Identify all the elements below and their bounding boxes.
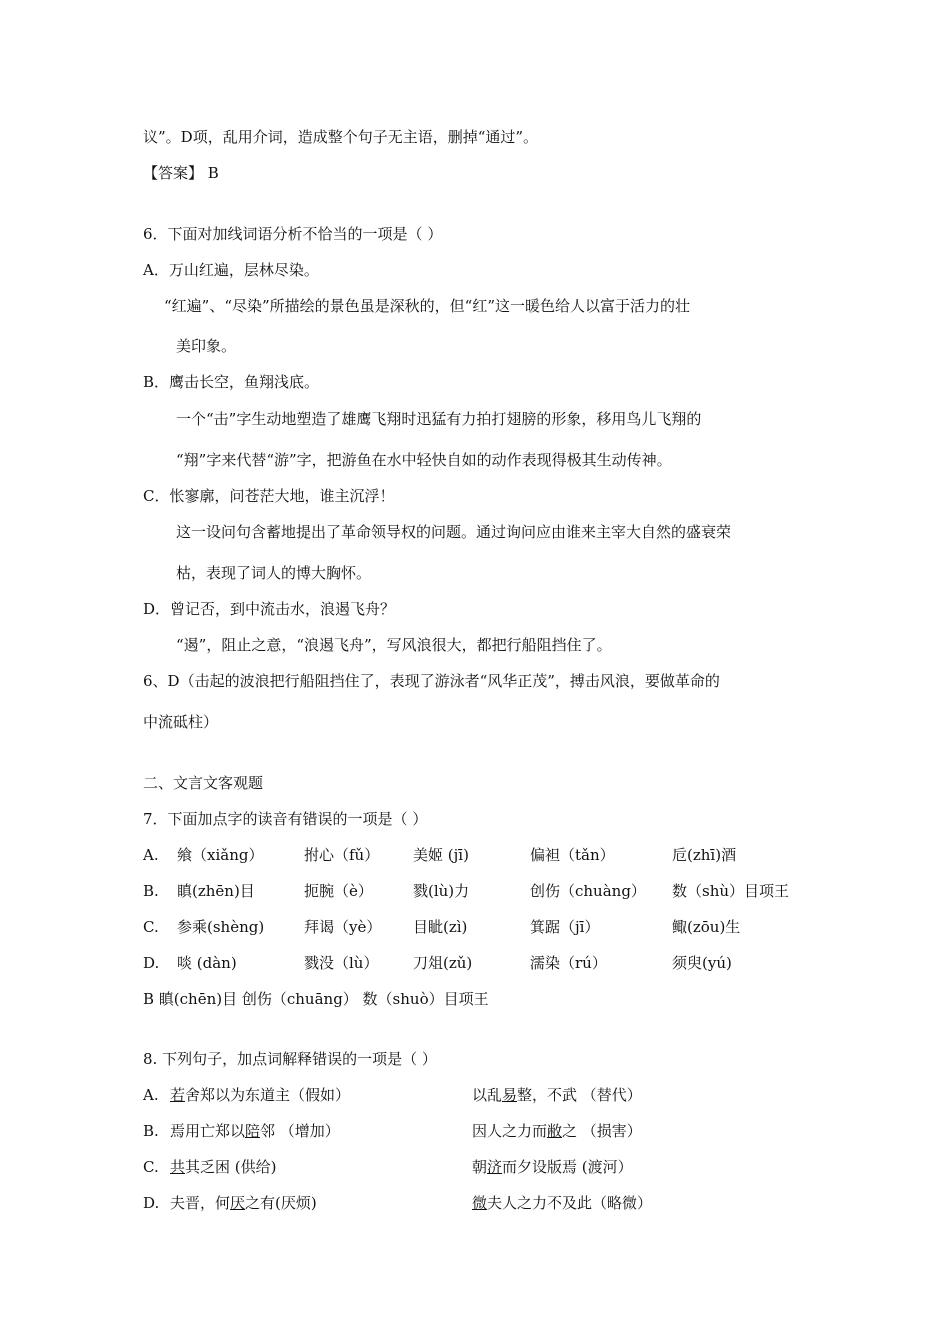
text-line: 议”。D项，乱用介词，造成整个句子无主语，删掉“通过”。 [143,128,539,146]
option-item: 箕踞（jī） [530,918,600,936]
option-label: C. [143,1158,159,1176]
option-text: 舍郑以为东道主（假如） [185,1086,351,1104]
underlined-word: 微 [472,1194,488,1212]
option-left [170,1085,350,1105]
option-left [170,1157,277,1177]
option-item: 偏袒（tǎn） [530,846,615,864]
answer-line: 【答案】 B [143,164,219,182]
option-c-explanation-cont: 枯，表现了词人的博大胸怀。 [176,564,372,582]
option-item: 须臾(yú) [672,954,732,972]
option-item: 飨（xiǎng） [177,846,264,864]
option-item: 拊心（fǔ） [304,846,380,864]
answer-6: 6、D（击起的波浪把行船阻挡住了，表现了游泳者“风华正茂”，搏击风浪，要做革命的 [143,672,720,690]
option-text: 以乱 [472,1086,503,1104]
option-item: 数（shù）目项王 [672,882,790,900]
underlined-word: 厌 [230,1194,246,1212]
option-text: 夫人之力不及此（略微） [487,1194,653,1212]
underlined-word: 敝 [547,1122,563,1140]
option-text: 因人之力而 [472,1122,548,1140]
option-item: 扼腕（è） [304,882,373,900]
option-d: D．曾记否，到中流击水，浪遏飞舟？ [143,600,396,618]
question-8: 8. 下列句子，加点词解释错误的一项是（ ） [143,1050,437,1068]
answer-7: B 瞋(chēn)目 创伤（chuāng） 数（shuò）目项王 [143,990,489,1008]
option-text: 之有(厌烦) [245,1194,317,1212]
option-left [170,1193,317,1213]
option-c: C．怅寥廓，问苍茫大地，谁主沉浮！ [143,487,395,505]
option-label: D. [143,954,160,972]
option-item: 目眦(zì) [413,918,468,936]
option-text: 其乏困 (供给) [185,1158,277,1176]
option-text: 邻 （增加） [260,1122,340,1140]
option-b-explanation-cont: “翔”字来代替“游”字，把游鱼在水中轻快自如的动作表现得极其生动传神。 [176,451,672,469]
underlined-word: 共 [170,1158,186,1176]
option-b: B．鹰击长空，鱼翔浅底。 [143,373,320,391]
option-left [170,1121,340,1141]
option-item: 濡染（rú） [530,954,607,972]
option-label: D. [143,1194,160,1212]
option-label: A. [143,1086,159,1104]
option-item: 啖 (dàn) [177,954,237,972]
option-label: B. [143,1122,159,1140]
option-right [472,1157,633,1177]
option-item: 美姬 (jī) [413,846,469,864]
option-c-explanation: 这一设问句含蓄地提出了革命领导权的问题。通过询问应由谁来主宰大自然的盛衰荣 [176,523,732,541]
option-item: 戮没（lù） [304,954,379,972]
option-item: 拜谒（yè） [304,918,382,936]
option-text: 焉用亡郑以 [170,1122,246,1140]
option-right [472,1193,652,1213]
option-label: B. [143,882,159,900]
option-right [472,1121,642,1141]
option-a: A．万山红遍，层林尽染。 [143,261,319,279]
question-7: 7．下面加点字的读音有错误的一项是（ ） [143,810,428,828]
option-item: 创伤（chuàng） [530,882,646,900]
option-text: 而夕设版焉 (渡河） [502,1158,633,1176]
option-text: 夫晋，何 [170,1194,231,1212]
underlined-word: 济 [487,1158,503,1176]
option-item: 戮(lù)力 [413,882,470,900]
option-b-explanation: 一个“击”字生动地塑造了雄鹰飞翔时迅猛有力拍打翅膀的形象，移用鸟儿飞翔的 [176,410,702,428]
option-text: 之 （损害） [562,1122,642,1140]
option-item: 参乘(shèng) [177,918,265,936]
option-a-explanation-cont: 美印象。 [176,337,237,355]
underlined-word: 陪 [245,1122,261,1140]
option-right [472,1085,642,1105]
option-a-explanation: “红遍”、“尽染”所描绘的景色虽是深秋的，但“红”这一暖色给人以富于活力的壮 [164,297,691,315]
option-text: 整，不武 （替代） [517,1086,642,1104]
option-text: 朝 [472,1158,488,1176]
answer-6-cont: 中流砥柱） [143,713,219,731]
question-6: 6．下面对加线词语分析不恰当的一项是（ ） [143,225,443,243]
option-item: 鲰(zōu)生 [672,918,741,936]
section-heading: 二、文言文客观题 [143,774,264,792]
option-item: 刀俎(zǔ) [413,954,473,972]
option-label: C. [143,918,159,936]
option-item: 瞋(zhēn)目 [177,882,255,900]
underlined-word: 易 [502,1086,518,1104]
underlined-word: 若 [170,1086,186,1104]
option-item: 卮(zhī)酒 [672,846,737,864]
option-label: A. [143,846,159,864]
option-d-explanation: “遏”，阻止之意，“浪遏飞舟”，写风浪很大，都把行船阻挡住了。 [176,636,612,654]
